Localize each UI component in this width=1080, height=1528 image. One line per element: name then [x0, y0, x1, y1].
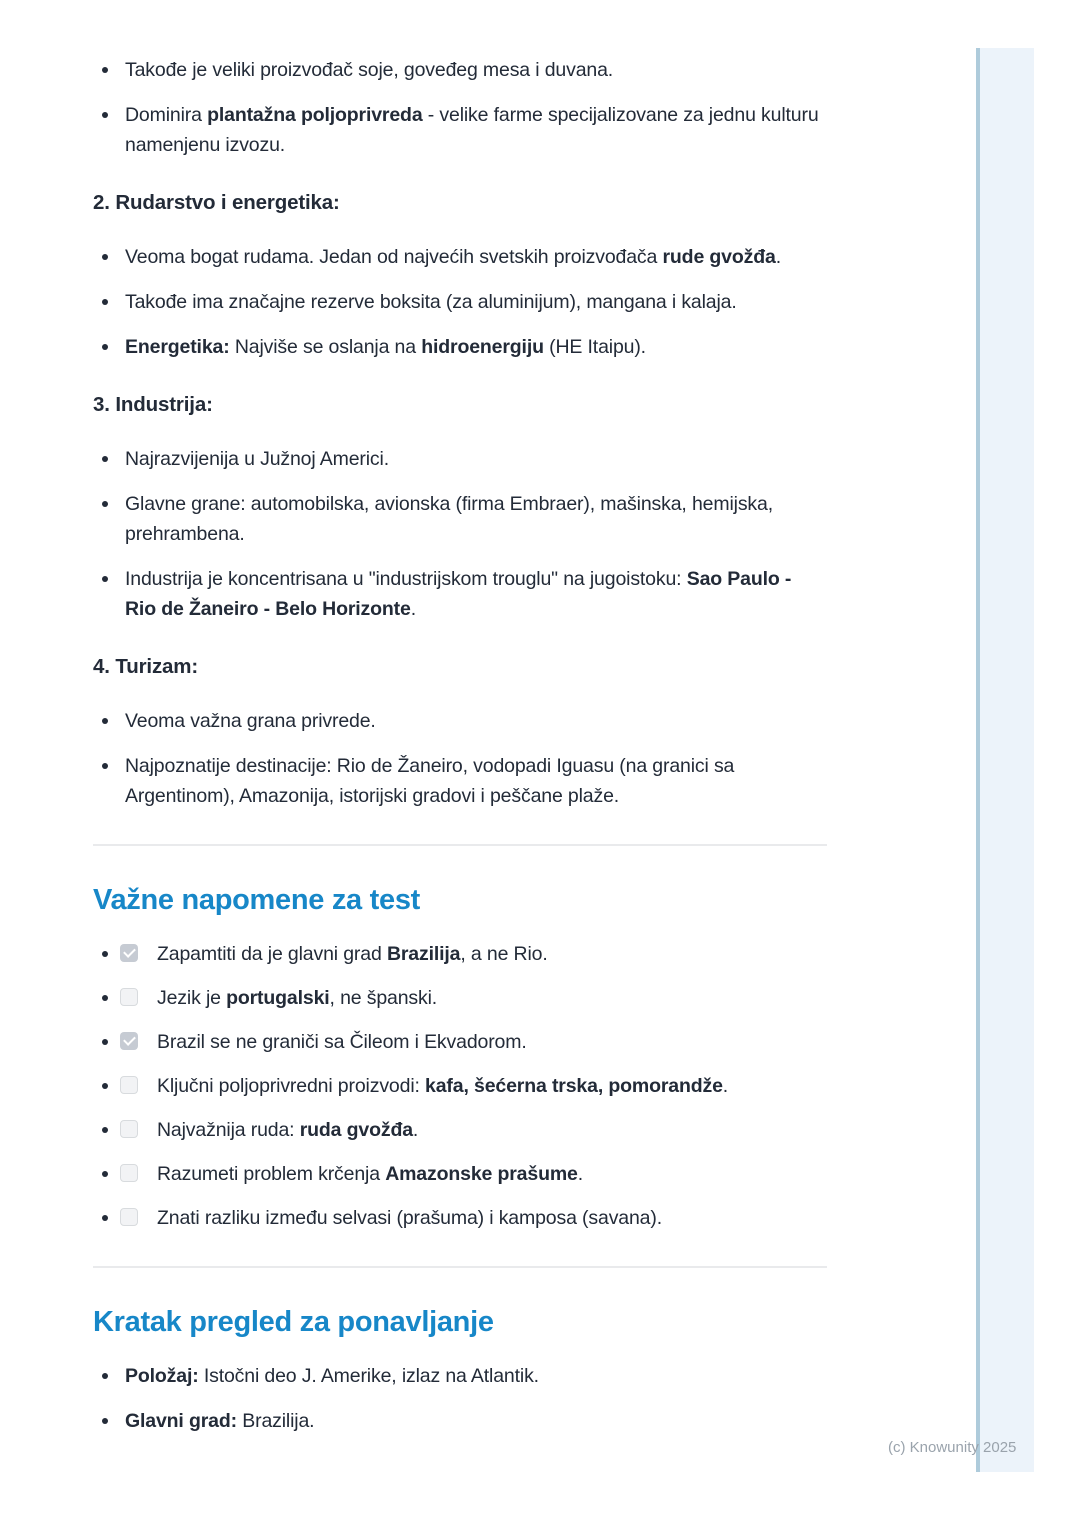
item-text [125, 59, 613, 81]
list-item [93, 1361, 827, 1391]
checkbox-unchecked[interactable] [120, 1120, 138, 1138]
item-text [125, 291, 737, 313]
text-run: Veoma važna grana privrede. [125, 710, 376, 732]
numbered-heading: 3. Industrija: [93, 393, 213, 416]
checkbox-checked[interactable] [120, 944, 138, 962]
checklist-item [93, 1115, 827, 1145]
list-item [93, 1406, 827, 1436]
item-text [157, 1119, 418, 1141]
check-icon [123, 1033, 136, 1046]
item-text [157, 987, 437, 1009]
checkbox-unchecked[interactable] [120, 1208, 138, 1226]
text-run: , ne španski. [329, 987, 438, 1009]
list-item [93, 100, 827, 160]
text-run: Glavne grane: automobilska, avionska (firma Embraer), mašinska, hemijska, prehrambena. [125, 493, 773, 545]
copyright-watermark: (c) Knowunity 2025 [888, 1439, 1017, 1456]
check-icon [123, 945, 136, 958]
bullet-dot-icon [102, 576, 108, 582]
item-text [125, 1410, 314, 1432]
checklist-item [93, 1203, 827, 1233]
item-text [125, 1365, 539, 1387]
bold-text-run: Glavni grad: [125, 1410, 237, 1432]
checkbox-unchecked[interactable] [120, 1164, 138, 1182]
divider [93, 844, 827, 846]
bold-text-run: Energetika: [125, 336, 230, 358]
text-run: . [775, 246, 781, 268]
text-run: Brazil se ne graniči sa Čileom i Ekvadorom. [157, 1031, 527, 1053]
text-run: Znati razliku između selvasi (prašuma) i kamposa (savana). [157, 1207, 662, 1229]
list-item [93, 444, 827, 474]
bullet-dot-icon [102, 1083, 108, 1089]
text-run: Zapamtiti da je glavni grad [157, 943, 387, 965]
list-item [93, 564, 827, 624]
bold-text-run: hidroenergiju [421, 336, 544, 358]
bold-text-run: Položaj: [125, 1365, 199, 1387]
bullet-list [93, 242, 827, 362]
item-text [125, 246, 781, 268]
section-title: Važne napomene za test [93, 884, 421, 916]
text-run: Veoma bogat rudama. Jedan od najvećih svetskih proizvođača [125, 246, 663, 268]
checklist-item [93, 939, 827, 969]
checklist-item [93, 1027, 827, 1057]
item-text [125, 568, 791, 620]
item-text [157, 1207, 662, 1229]
item-text [125, 336, 646, 358]
checklist-item [93, 1071, 827, 1101]
bullet-dot-icon [102, 1418, 108, 1424]
bullet-list [93, 706, 827, 811]
divider [93, 1266, 827, 1268]
bullet-dot-icon [102, 1039, 108, 1045]
text-run: Dominira [125, 104, 208, 126]
bold-text-run: Amazonske prašume [385, 1163, 578, 1185]
bullet-dot-icon [102, 501, 108, 507]
list-item [93, 706, 827, 736]
bullet-dot-icon [102, 299, 108, 305]
item-text [125, 710, 376, 732]
list-item [93, 332, 827, 362]
checklist-item [93, 983, 827, 1013]
bullet-dot-icon [102, 67, 108, 73]
bold-text-run: plantažna poljoprivreda [207, 104, 423, 126]
text-run: Takođe ima značajne rezerve boksita (za aluminijum), mangana i kalaja. [125, 291, 737, 313]
text-run: Najvažnija ruda: [157, 1119, 300, 1141]
bullet-dot-icon [102, 763, 108, 769]
item-text [125, 755, 734, 807]
checkbox-checked[interactable] [120, 1032, 138, 1050]
bullet-dot-icon [102, 718, 108, 724]
list-item [93, 489, 827, 549]
text-run: . [412, 1119, 419, 1141]
item-text [157, 1163, 583, 1185]
checkbox-unchecked[interactable] [120, 988, 138, 1006]
text-run: Najpoznatije destinacije: Rio de Žaneiro, vodopadi Iguasu (na granici sa Argentinom), Amazonija, istorijski gradovi i peščane plaže. [125, 755, 735, 807]
item-text [125, 104, 819, 156]
bold-text-run: ruda gvožđa [299, 1119, 413, 1141]
bold-text-run: kafa, šećerna trska, pomorandže [425, 1075, 723, 1097]
bullet-dot-icon [102, 112, 108, 118]
list-item [93, 287, 827, 317]
text-run: . [577, 1163, 583, 1185]
list-item [93, 751, 827, 811]
bullet-dot-icon [102, 1127, 108, 1133]
numbered-heading: 2. Rudarstvo i energetika: [93, 191, 340, 214]
text-run: Brazilija. [236, 1410, 315, 1432]
bullet-dot-icon [102, 344, 108, 350]
checklist-item [93, 1159, 827, 1189]
bold-text-run: Sao Paulo - Rio de Žaneiro - Belo Horizonte [125, 568, 792, 620]
section-title: Kratak pregled za ponavljanje [93, 1306, 494, 1338]
text-run: . [410, 598, 416, 620]
content-column [93, 0, 827, 1436]
bold-text-run: portugalski [226, 987, 330, 1009]
item-text [125, 448, 389, 470]
text-run: Ključni poljoprivredni proizvodi: [157, 1075, 426, 1097]
item-text [157, 1031, 527, 1053]
list-item [93, 55, 827, 85]
text-run: Najviše se oslanja na [229, 336, 422, 358]
bold-text-run: rude gvožđa [662, 246, 776, 268]
bullet-list [93, 1361, 827, 1436]
bullet-dot-icon [102, 254, 108, 260]
bullet-dot-icon [102, 951, 108, 957]
bullet-list [93, 444, 827, 624]
bullet-dot-icon [102, 995, 108, 1001]
bold-text-run: Brazilija [386, 943, 461, 965]
text-run: Takođe je veliki proizvođač soje, goveđeg mesa i duvana. [125, 59, 614, 81]
text-run: Industrija je koncentrisana u "industrijskom trouglu" na jugoistoku: [125, 568, 687, 590]
item-text [157, 1075, 728, 1097]
text-run: Razumeti problem krčenja [157, 1163, 386, 1185]
text-run: - velike farme specijalizovane za jednu kulturu namenjenu izvozu. [125, 104, 819, 156]
text-run: , a ne Rio. [460, 943, 548, 965]
text-run: Jezik je [157, 987, 227, 1009]
item-text [125, 493, 773, 545]
bullet-dot-icon [102, 456, 108, 462]
text-run: . [722, 1075, 729, 1097]
item-text [157, 943, 548, 965]
checklist [93, 939, 827, 1233]
text-run: Najrazvijenija u Južnoj Americi. [125, 448, 389, 470]
text-run: Istočni deo J. Amerike, izlaz na Atlantik. [198, 1365, 539, 1387]
bullet-list [93, 55, 827, 160]
checkbox-unchecked[interactable] [120, 1076, 138, 1094]
text-run: (HE Itaipu). [543, 336, 646, 358]
bullet-dot-icon [102, 1171, 108, 1177]
bullet-dot-icon [102, 1215, 108, 1221]
numbered-heading: 4. Turizam: [93, 655, 199, 678]
list-item [93, 242, 827, 272]
bullet-dot-icon [102, 1373, 108, 1379]
page-edge-bar [976, 48, 1034, 1472]
